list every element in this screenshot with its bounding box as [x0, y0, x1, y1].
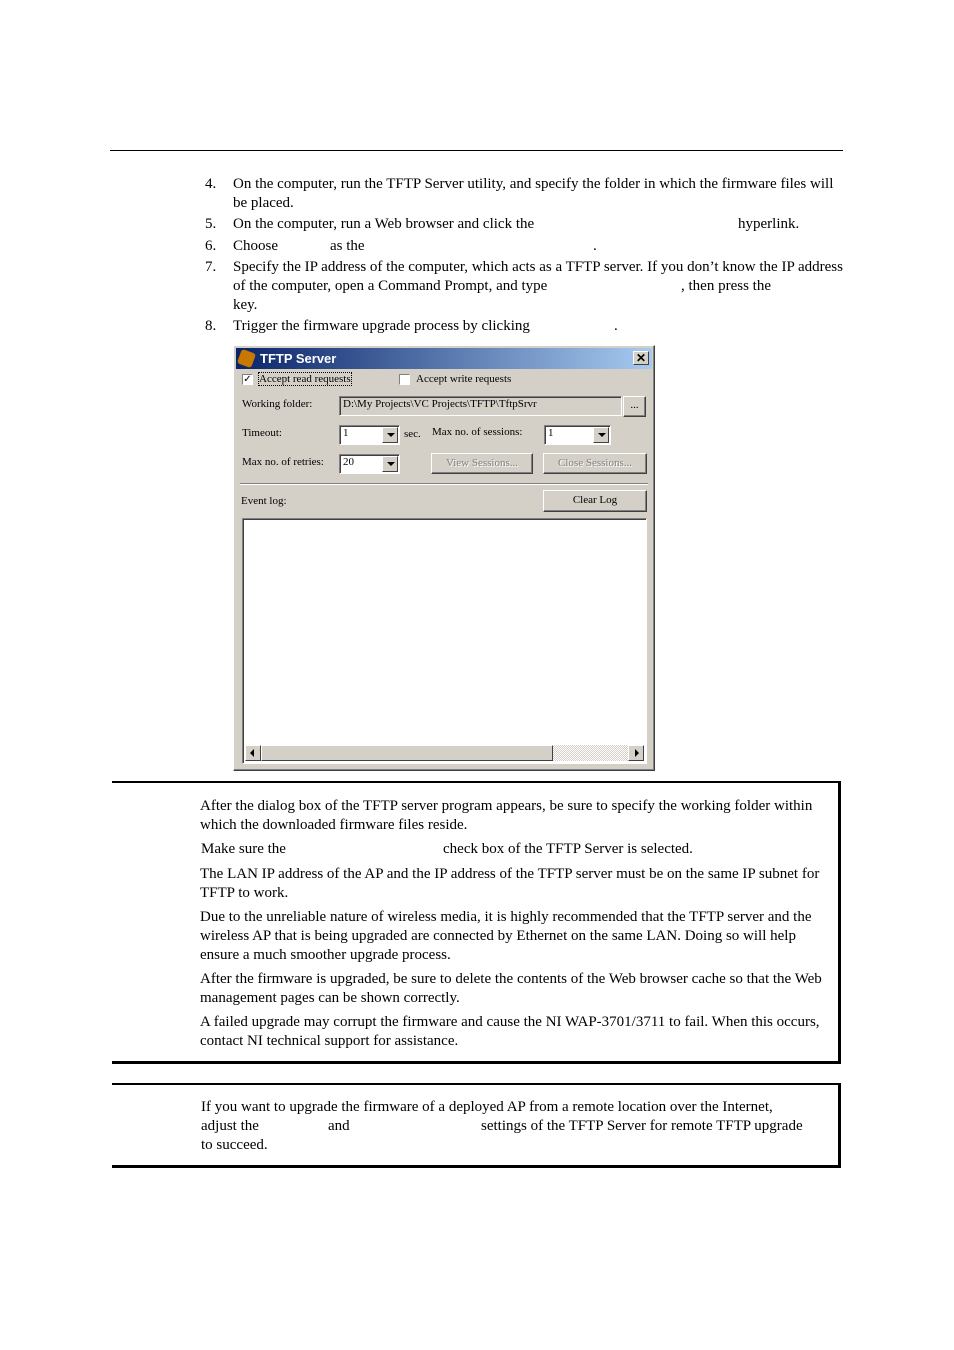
app-icon — [237, 349, 256, 368]
note-text: adjust the — [201, 1118, 259, 1134]
step-text: Specify the IP address of the computer, which acts as a TFTP server. If you don’t know the IP address of the computer, open a Command Prompt, and type — [233, 259, 843, 294]
max-retries-label: Max no. of retries: — [242, 456, 324, 468]
note-paragraph — [200, 1098, 832, 1158]
step-text: . — [593, 238, 597, 254]
note-text: If you want to upgrade the firmware of a deployed AP from a remote location over the Internet, — [201, 1099, 773, 1115]
close-button[interactable]: ✕ — [633, 351, 649, 365]
scroll-thumb[interactable] — [261, 745, 553, 761]
step-text: On the computer, run the TFTP Server utility, and specify the folder in which the firmware files will be placed. — [233, 176, 834, 211]
step-number: 5. — [205, 216, 217, 232]
step-text: Trigger the firmware upgrade process by clicking — [233, 318, 530, 334]
note-text: and — [328, 1118, 350, 1134]
step-text: as the — [330, 238, 365, 254]
accept-read-label: Accept read requests — [259, 373, 351, 385]
timeout-label: Timeout: — [242, 427, 282, 439]
working-folder-field[interactable]: D:\My Projects\VC Projects\TFTP\TftpSrvr — [339, 396, 622, 416]
title-bar — [236, 348, 652, 369]
max-sessions-select[interactable] — [544, 425, 611, 445]
step-text: hyperlink. — [738, 216, 800, 232]
accept-write-label: Accept write requests — [416, 373, 512, 385]
step-number: 6. — [205, 238, 217, 254]
step-text: , then press the — [681, 278, 771, 294]
accept-write-checkbox[interactable] — [399, 374, 410, 385]
timeout-select[interactable] — [339, 425, 400, 445]
step-number: 8. — [205, 318, 217, 334]
close-sessions-button[interactable]: Close Sessions... — [543, 453, 647, 474]
event-log-label: Event log: — [241, 495, 287, 507]
accept-read-checkbox[interactable]: ✓ — [243, 374, 252, 385]
step-text: key. — [233, 297, 258, 313]
note-text: to succeed. — [201, 1137, 268, 1153]
separator — [240, 483, 648, 485]
scroll-left-icon[interactable] — [245, 745, 261, 761]
event-log-area[interactable] — [242, 518, 647, 764]
note-text: check box of the TFTP Server is selected. — [443, 841, 693, 857]
step-number: 4. — [205, 176, 217, 192]
view-sessions-button[interactable]: View Sessions... — [431, 453, 533, 474]
clear-log-button[interactable]: Clear Log — [543, 490, 647, 512]
timeout-unit: sec. — [404, 428, 421, 440]
chevron-down-icon[interactable] — [593, 427, 609, 443]
step-text: Choose — [233, 238, 278, 254]
chevron-down-icon[interactable] — [382, 427, 398, 443]
max-sessions-value: 1 — [548, 427, 554, 439]
note-paragraph — [200, 840, 832, 859]
tftp-server-window — [233, 345, 655, 771]
step-text: On the computer, run a Web browser and click the — [233, 216, 535, 232]
note-text: settings of the TFTP Server for remote TFTP upgrade — [481, 1118, 803, 1134]
note-paragraph: Due to the unreliable nature of wireless media, it is highly recommended that the TFTP server and the wireless AP that is being upgraded are connected by Ethernet on the same LAN. Doing so will help ensure a much smoother upgrade process. — [200, 909, 812, 963]
note-paragraph: The LAN IP address of the AP and the IP address of the TFTP server must be on the same IP subnet for TFTP to work. — [200, 866, 820, 901]
browse-button[interactable]: ... — [623, 396, 646, 417]
step-text: . — [614, 318, 618, 334]
window-title: TFTP Server — [260, 351, 337, 366]
note-paragraph: After the dialog box of the TFTP server program appears, be sure to specify the working folder within which the downloaded firmware files reside. — [200, 798, 813, 833]
chevron-down-icon[interactable] — [382, 456, 398, 472]
note-paragraph: After the firmware is upgraded, be sure to delete the contents of the Web browser cache so that the Web management pages can be shown correctly. — [200, 971, 822, 1006]
max-retries-select[interactable] — [339, 454, 400, 474]
header-rule — [110, 150, 843, 151]
step-number: 7. — [205, 259, 217, 275]
horizontal-scrollbar[interactable] — [245, 745, 644, 761]
timeout-value: 1 — [343, 427, 349, 439]
working-folder-label: Working folder: — [242, 398, 313, 410]
max-sessions-label: Max no. of sessions: — [432, 426, 523, 438]
max-retries-value: 20 — [343, 456, 354, 468]
step-7 — [205, 258, 845, 318]
note-paragraph: A failed upgrade may corrupt the firmware and cause the NI WAP-3701/3711 to fail. When this occurs, contact NI technical support for assistance. — [200, 1014, 820, 1049]
scroll-right-icon[interactable] — [628, 745, 644, 761]
note-text: Make sure the — [201, 841, 286, 857]
